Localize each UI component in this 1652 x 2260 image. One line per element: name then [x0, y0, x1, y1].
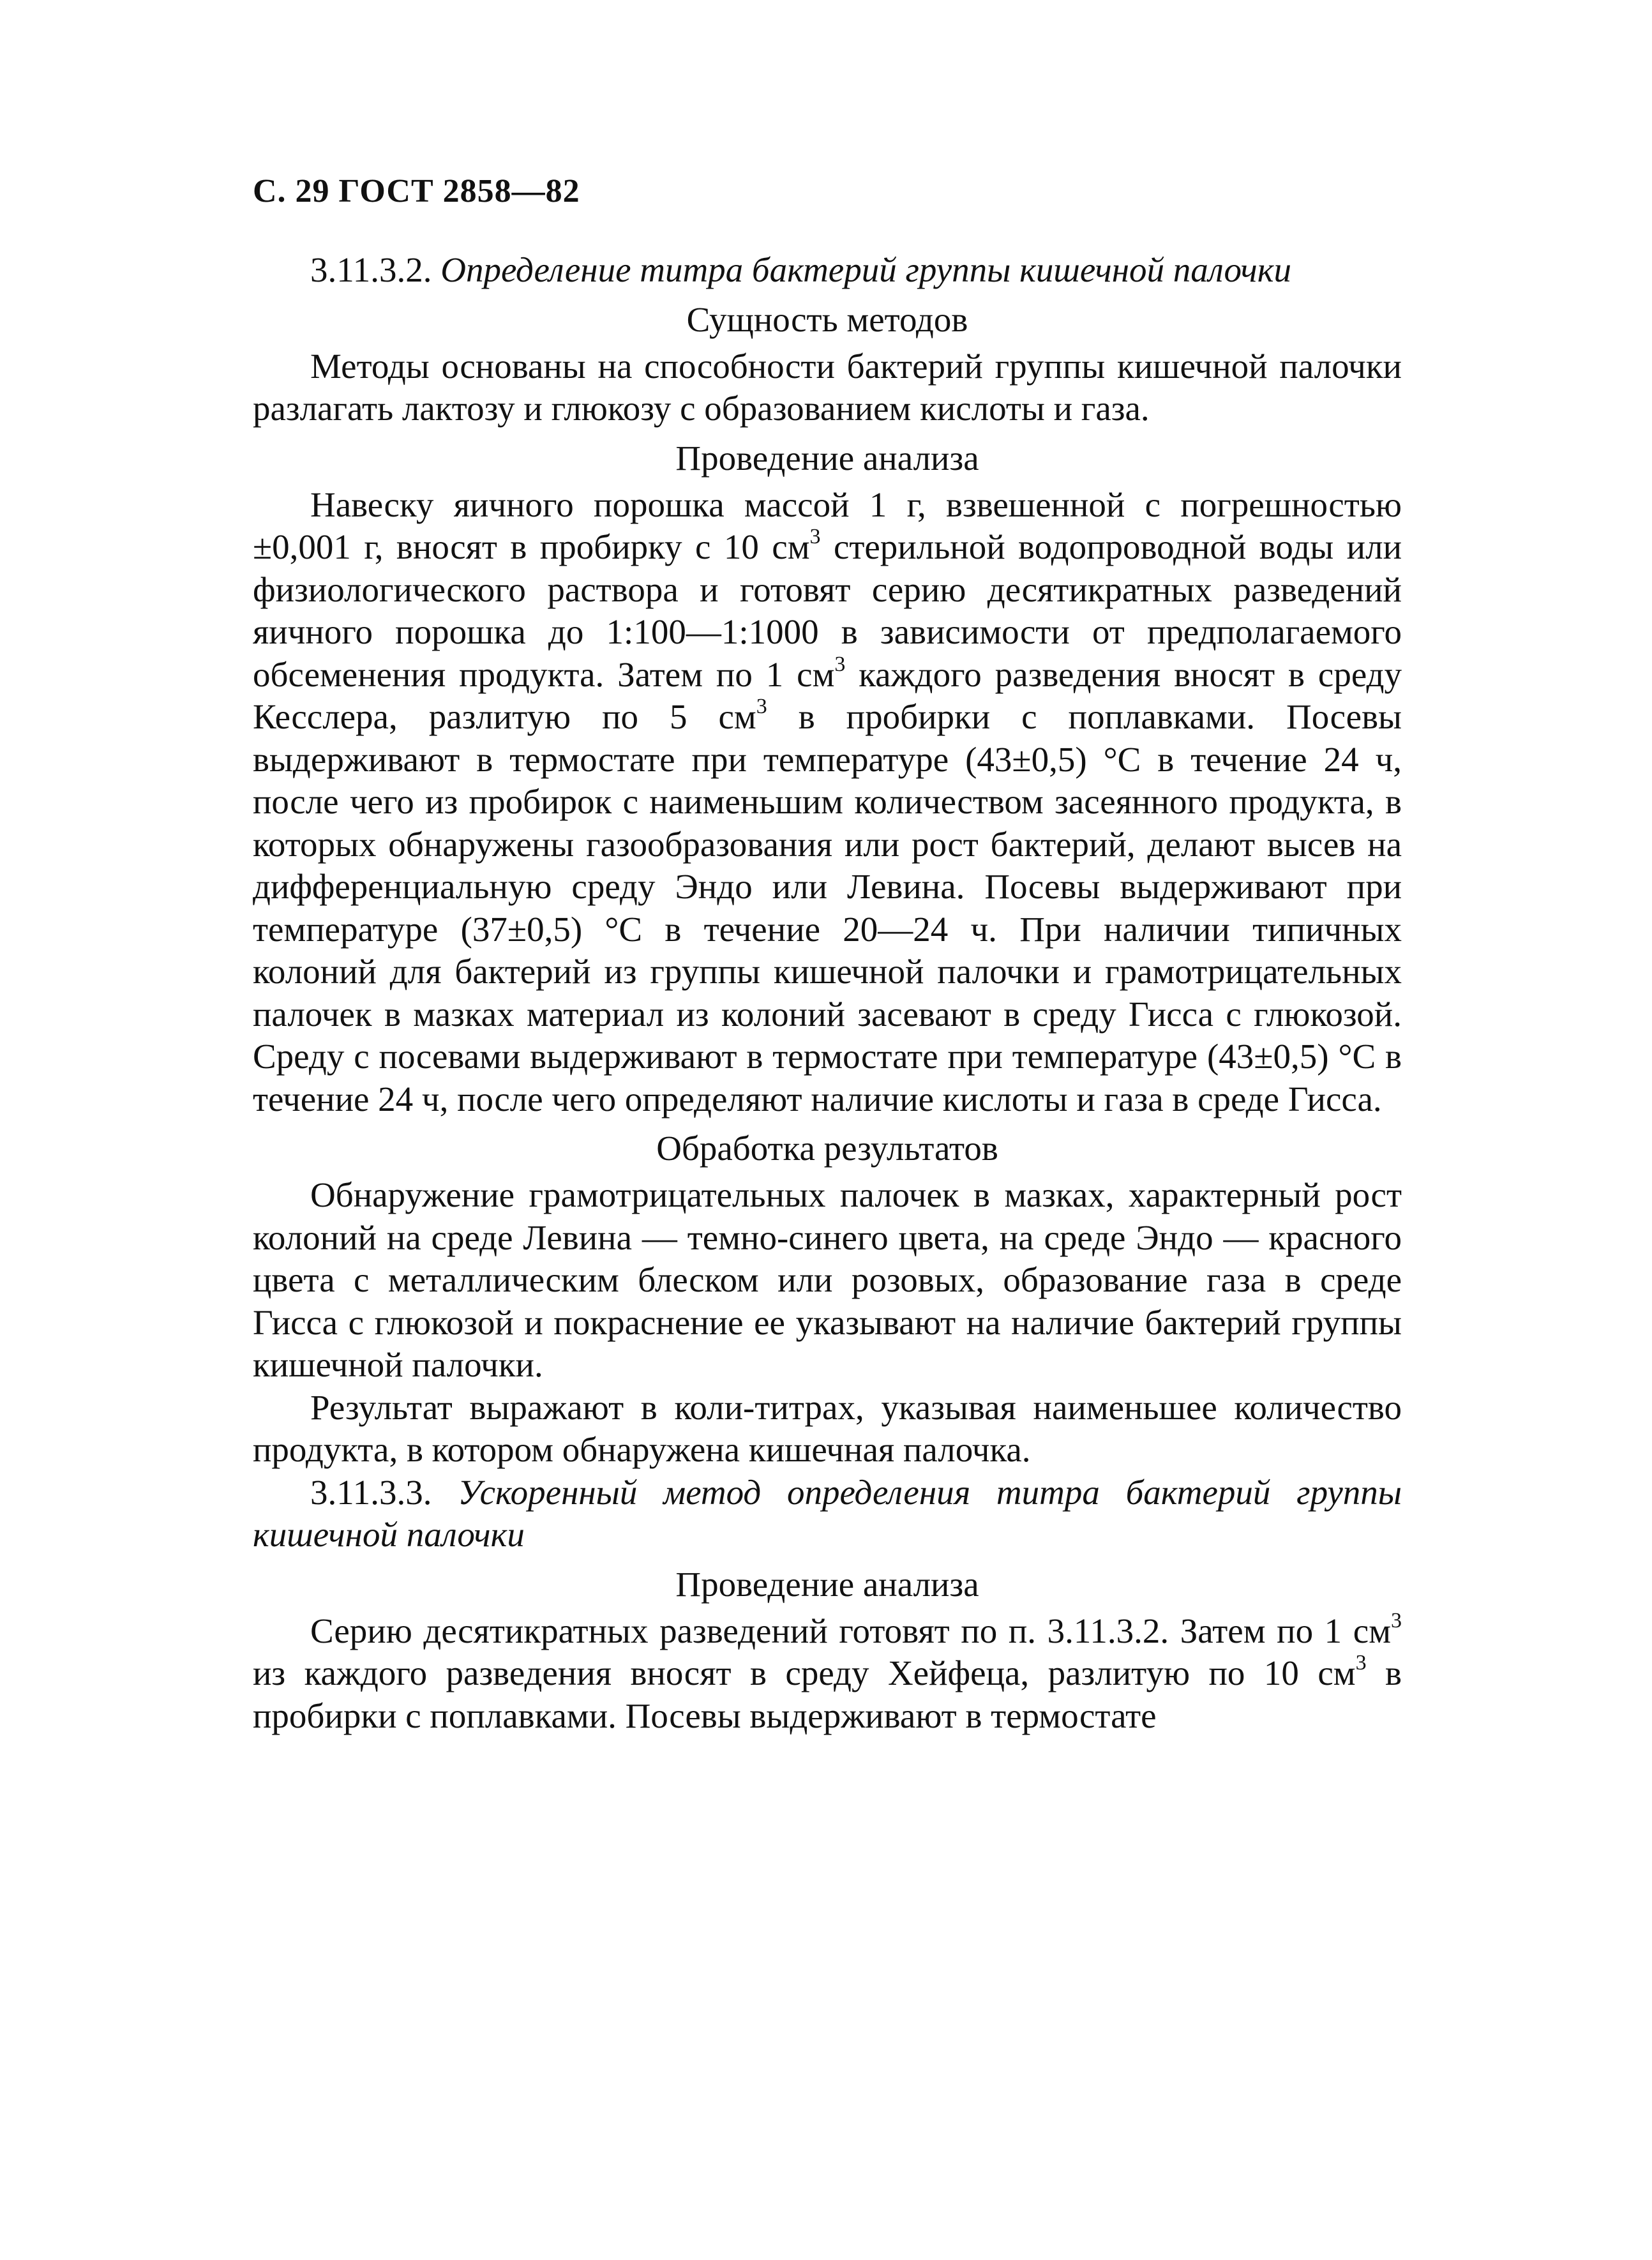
- paragraph-procedure-2: [253, 1610, 1402, 1738]
- paragraph-results-2: Результат выражают в коли-титрах, указывая наименьшее количество продукта, в котором обнаружена кишечная палочка.: [253, 1387, 1402, 1469]
- paragraph-essence: Методы основаны на способности бактерий группы кишечной палочки разлагать лактозу и глюкозу с образованием кислоты и газа.: [253, 346, 1402, 428]
- section-heading-3-11-3-3: [253, 1472, 1402, 1556]
- section-number: 3.11.3.2.: [310, 250, 432, 289]
- superscript: 3: [1391, 1608, 1402, 1632]
- page-header: С. 29 ГОСТ 2858—82: [253, 173, 580, 209]
- subheading-procedure: Проведение анализа: [675, 438, 979, 478]
- section-number: 3.11.3.3.: [310, 1472, 432, 1512]
- subheading-procedure-2: Проведение анализа: [675, 1564, 979, 1604]
- subheading-results: Обработка результатов: [656, 1129, 998, 1168]
- superscript: 3: [809, 525, 821, 548]
- text-run: в пробирки с поплавками. Посевы выдерживают в термостате при температуре (43±0,5) °С в течение 24 ч, после чего из пробирок с наименьшим количеством засеянного продукта, в которых обнаружены газообразования или рост бактерий, делают высев на дифференциальную среду Эндо или Левина. Посевы выдерживают при температуре (37±0,5) °С в течение 20—24 ч. При наличии типичных колоний для бактерий из группы кишечной палочки и грамотрицательных палочек в мазках материал из колоний засевают в среду Гисса с глюкозой. Среду с посевами выдерживают в термостате при температуре (43±0,5) °С в течение 24 ч, после чего определяют наличие кислоты и газа в среде Гисса.: [253, 697, 1402, 1119]
- text-run: Навеску яичного порошка массой 1 г, взвешенной с погрешностью ±0,001 г, вносят в пробирку с 10 см: [253, 485, 1402, 566]
- text-run: из каждого разведения вносят в среду Хейфеца, разлитую по 10 см: [253, 1654, 1356, 1692]
- text-run: стерильной водопроводной воды или физиологического раствора и готовят серию десятикратных разведений яичного порошка до 1:100—1:1000 в зависимости от предполагаемого обсеменения продукта. Затем по 1 см: [253, 527, 1402, 694]
- text-run: Серию десятикратных разведений готовят по п. 3.11.3.2. Затем по 1 см: [310, 1611, 1391, 1650]
- paragraph-procedure: [253, 484, 1402, 1121]
- superscript: 3: [756, 695, 767, 718]
- text-run: в пробирки с поплавками. Посевы выдерживают в термостате: [253, 1654, 1402, 1735]
- superscript: 3: [834, 652, 846, 676]
- superscript: 3: [1355, 1651, 1367, 1675]
- document-body: [253, 249, 1402, 1737]
- paragraph-results-1: Обнаружение грамотрицательных палочек в мазках, характерный рост колоний на среде Левина — темно-синего цвета, на среде Эндо — красного цвета с металлическим блеском или розовых, образование газа в среде Гисса с глюкозой и покраснение ее указывают на наличие бактерий группы кишечной палочки.: [253, 1175, 1402, 1384]
- section-heading-3-11-3-2: [253, 249, 1402, 292]
- text-run: каждого разведения вносят в среду Кесслера, разлитую по 5 см: [253, 654, 1402, 736]
- subheading-essence: Сущность методов: [686, 299, 968, 339]
- section-title: Ускоренный метод определения титра бактерий группы кишечной палочки: [253, 1472, 1402, 1554]
- section-title: Определение титра бактерий группы кишечной палочки: [440, 250, 1292, 289]
